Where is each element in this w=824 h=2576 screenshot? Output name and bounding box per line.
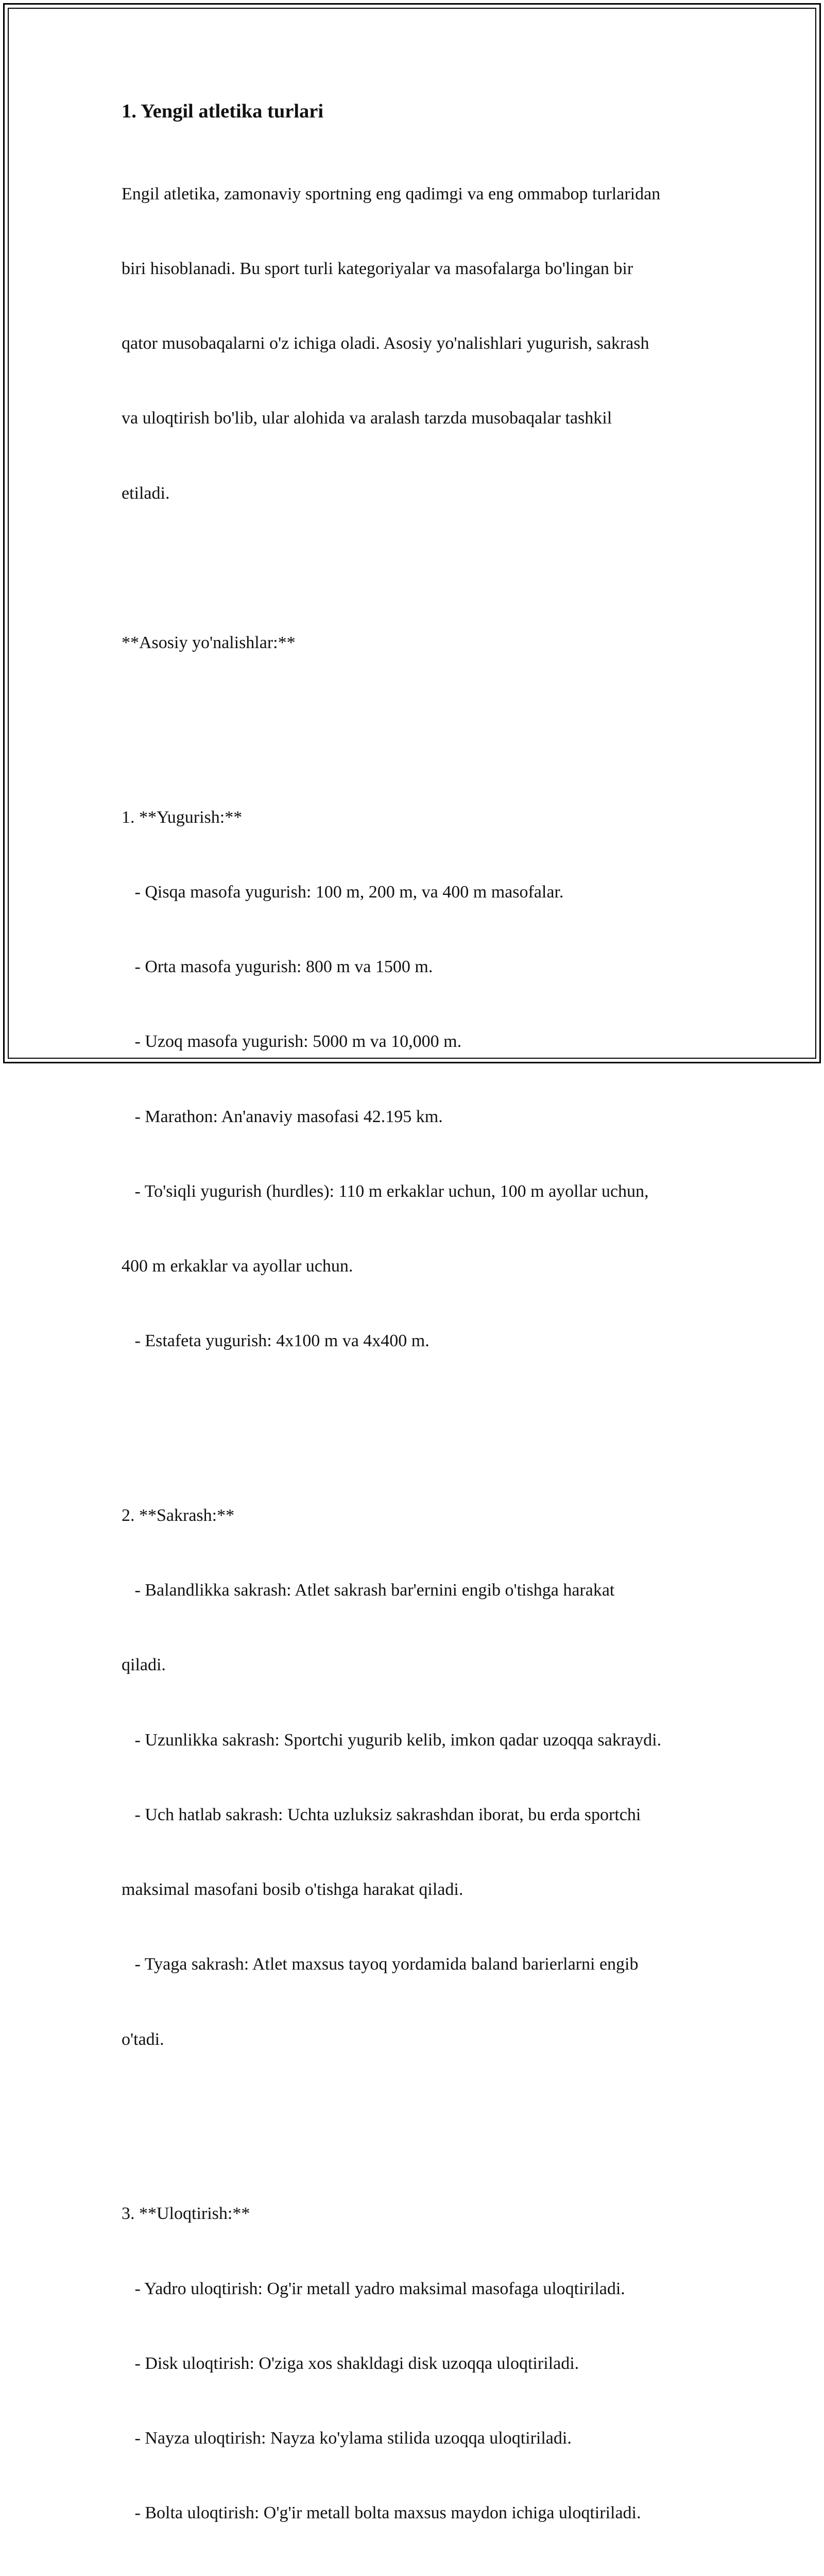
spacer: [122, 705, 709, 730]
document-body: [122, 97, 709, 2576]
list-item: - Disk uloqtirish: O'ziga xos shakldagi disk uzoqqa uloqtiriladi.: [122, 2353, 579, 2373]
list-item: - To'siqli yugurish (hurdles): 110 m erkaklar uchun, 100 m ayollar uchun,: [122, 1181, 649, 1201]
list-item: - Orta masofa yugurish: 800 m va 1500 m.: [122, 957, 433, 977]
intro-paragraph: [122, 132, 709, 2576]
intro-line: Engil atletika, zamonaviy sportning eng qadimgi va eng ommabop turlaridan: [122, 184, 661, 204]
section-heading-running: 1. **Yugurish:**: [122, 807, 243, 827]
list-item: - Bolta uloqtirish: O'g'ir metall bolta maxsus maydon ichiga uloqtiriladi.: [122, 2503, 641, 2523]
spacer: [122, 2102, 709, 2127]
intro-line: va uloqtirish bo'lib, ular alohida va aralash tarzda musobaqalar tashkil: [122, 409, 612, 428]
section-heading-throwing: 3. **Uloqtirish:**: [122, 2204, 250, 2224]
intro-line: qator musobaqalarni o'z ichiga oladi. Asosiy yo'nalishlari yugurish, sakrash: [122, 334, 649, 353]
intro-line: etiladi.: [122, 483, 170, 503]
intro-line: biri hisoblanadi. Bu sport turli kategoriyalar va masofalarga bo'lingan bir: [122, 259, 633, 279]
list-item: - Uch hatlab sakrash: Uchta uzluksiz sakrashdan iborat, bu erda sportchi: [122, 1805, 641, 1824]
main-heading: **Asosiy yo'nalishlar:**: [122, 633, 296, 653]
list-item: maksimal masofani bosib o'tishga harakat qiladi.: [122, 1880, 464, 1900]
document-title: 1. Yengil atletika turlari: [122, 100, 324, 122]
spacer: [122, 556, 709, 581]
list-item: qiladi.: [122, 1655, 166, 1675]
list-item: - Yadro uloqtirish: Og'ir metall yadro maksimal masofaga uloqtiriladi.: [122, 2279, 625, 2298]
list-item: - Uzunlikka sakrash: Sportchi yugurib kelib, imkon qadar uzoqqa sakraydi.: [122, 1730, 662, 1750]
list-item: - Nayza uloqtirish: Nayza ko'ylama stilida uzoqqa uloqtiriladi.: [122, 2428, 572, 2448]
list-item: - Uzoq masofa yugurish: 5000 m va 10,000 m.: [122, 1032, 462, 1052]
list-item: - Tyaga sakrash: Atlet maxsus tayoq yordamida baland barierlarni engib: [122, 1955, 639, 1974]
section-heading-jumping: 2. **Sakrash:**: [122, 1506, 235, 1526]
list-item: 400 m erkaklar va ayollar uchun.: [122, 1257, 353, 1276]
list-item: o'tadi.: [122, 2029, 164, 2049]
list-item: - Qisqa masofa yugurish: 100 m, 200 m, va 400 m masofalar.: [122, 883, 564, 902]
list-item: - Marathon: An'anaviy masofasi 42.195 km.: [122, 1107, 443, 1126]
spacer: [122, 1403, 709, 1428]
list-item: - Balandlikka sakrash: Atlet sakrash bar'ernini engib o'tishga harakat: [122, 1581, 615, 1600]
list-item: - Estafeta yugurish: 4x100 m va 4x400 m.: [122, 1331, 430, 1351]
